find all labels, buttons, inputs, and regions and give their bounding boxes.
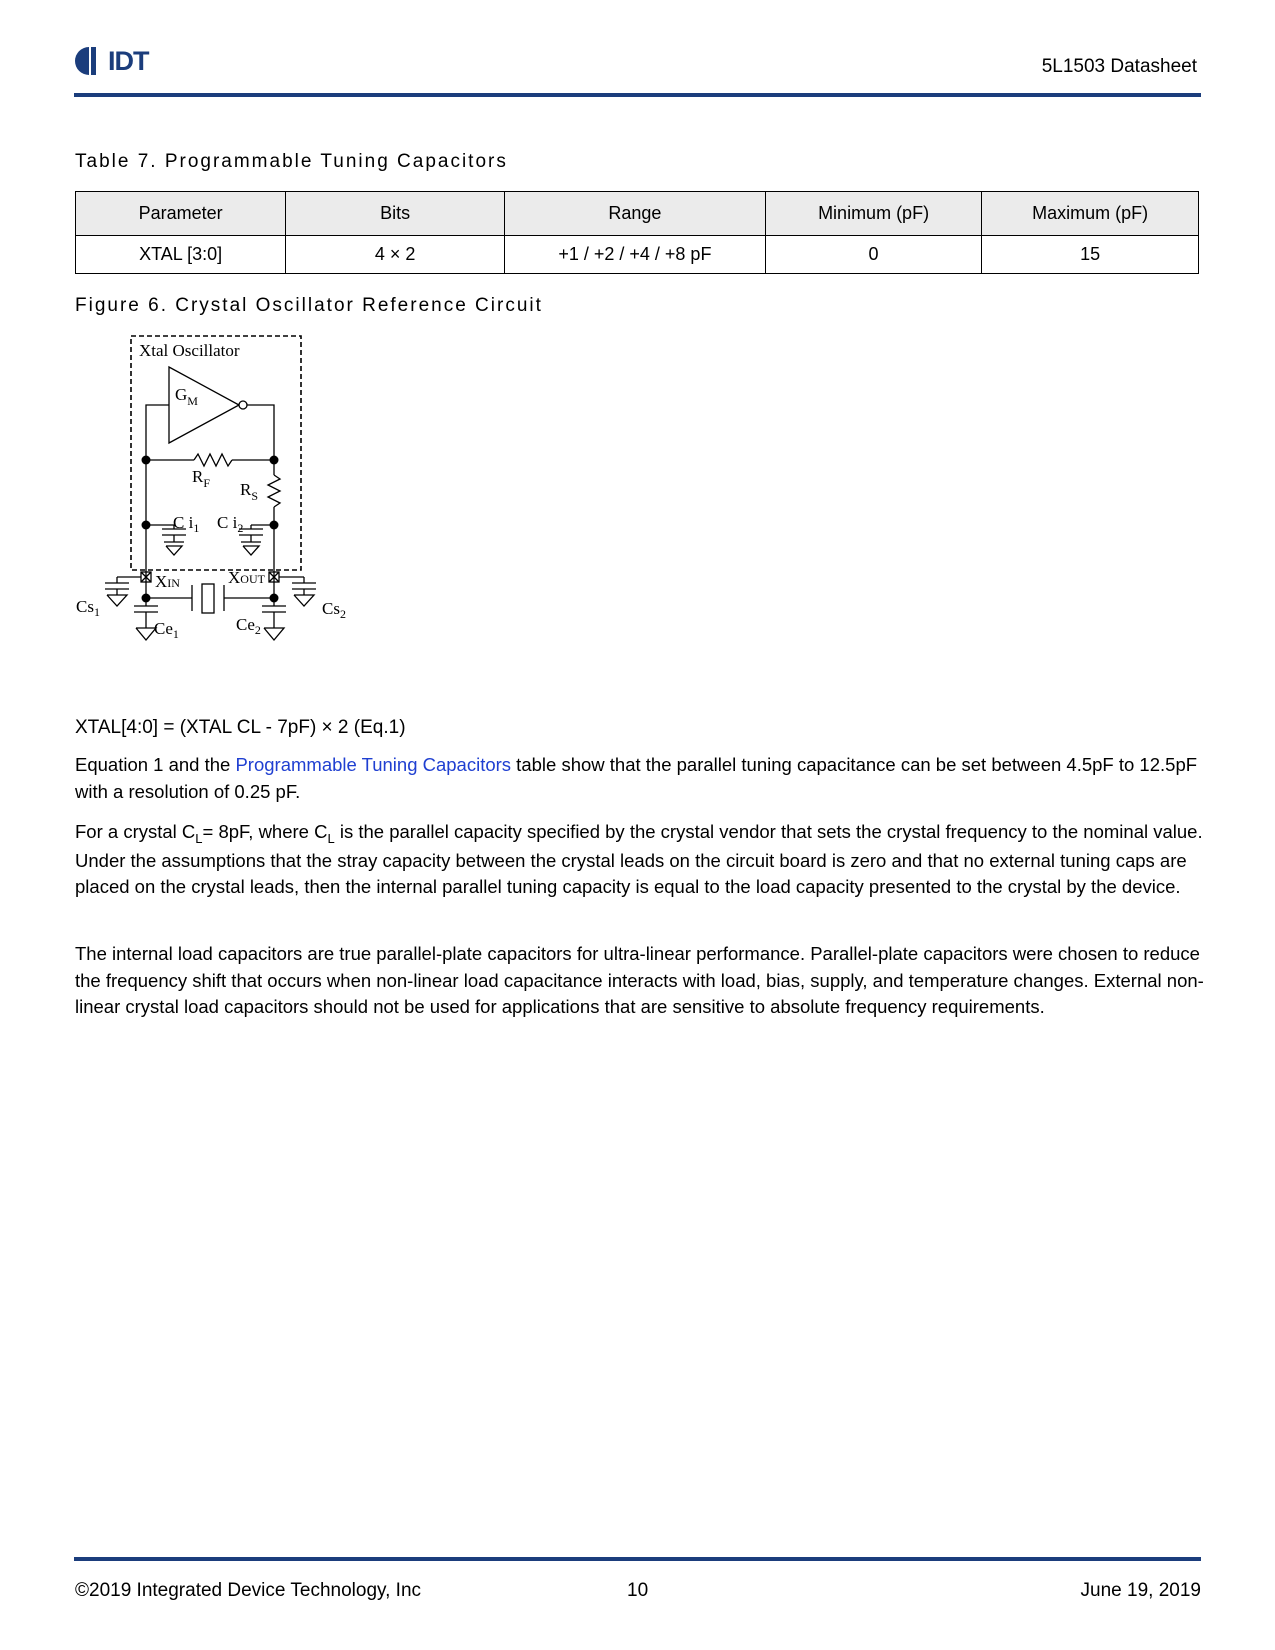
rs-label: $R_S$ xyxy=(240,480,259,503)
table-cell: +1 / +2 / +4 / +8 pF xyxy=(505,236,766,274)
ground-icon xyxy=(243,546,259,555)
table-caption: Table 7. Programmable Tuning Capacitors xyxy=(75,151,508,172)
idt-logo-icon xyxy=(74,46,104,76)
column-header: Minimum (pF) xyxy=(765,192,982,236)
figure-caption: Figure 6. Crystal Oscillator Reference Circuit xyxy=(75,295,543,316)
gm-amplifier-icon xyxy=(169,367,239,443)
table-cell: 4 × 2 xyxy=(286,236,505,274)
table-cell: XTAL [3:0] xyxy=(76,236,286,274)
footer-date: June 19, 2019 xyxy=(1080,1580,1201,1601)
ground-icon xyxy=(136,628,156,640)
table-cell: 0 xyxy=(765,236,982,274)
ce2-label: $Ce_2$ xyxy=(236,615,261,637)
footer-copyright: ©2019 Integrated Device Technology, Inc xyxy=(75,1580,422,1601)
table-cell: 15 xyxy=(982,236,1199,274)
tuning-capacitors-table xyxy=(75,191,1199,274)
column-header: Parameter xyxy=(76,192,286,236)
ce1-label: $Ce_1$ xyxy=(154,619,179,641)
ci1-label: C $i_1$ xyxy=(173,513,200,535)
idt-logo xyxy=(74,46,149,76)
oscillator-block-label: Xtal Oscillator xyxy=(139,341,240,360)
logo-text: IDT xyxy=(108,45,149,76)
crystal-oscillator-circuit xyxy=(74,335,374,675)
equation-1: XTAL[4:0] = (XTAL CL - 7pF) × 2 (Eq.1) xyxy=(75,717,406,738)
ci2-label: C $i_2$ xyxy=(217,513,244,535)
paragraph-load-capacitors: The internal load capacitors are true parallel-plate capacitors for ultra-linear performance. Parallel-plate capacitors were chosen to reduce the frequency shift that occurs when non-linear load capacitance interacts with load, bias, supply, and temperature changes. External non-linear crystal load capacitors should not be used for applications that are sensitive to absolute frequency requirements. xyxy=(75,943,1204,1017)
oscillator-boundary xyxy=(131,336,301,570)
ground-icon xyxy=(166,546,182,555)
column-header: Range xyxy=(505,192,766,236)
table-row xyxy=(76,236,1199,274)
crystal-icon xyxy=(202,584,214,613)
column-header: Maximum (pF) xyxy=(982,192,1199,236)
rf-resistor-icon xyxy=(194,454,232,466)
footer-rule xyxy=(74,1557,1201,1561)
rf-label: $R_F$ xyxy=(192,467,211,490)
cs2-label: $Cs_2$ xyxy=(322,599,346,621)
header-rule xyxy=(74,93,1201,97)
doc-title: 5L1503 Datasheet xyxy=(1041,56,1197,77)
xin-label: XIN xyxy=(155,572,180,591)
xout-label: XOUT xyxy=(228,568,265,587)
paragraph-crystal-load: For a crystal $C_L= 8pF$, where $C_L$ is the parallel capacity specified by the crystal vendor that sets the crystal frequency to the nominal value. Under the assumptions that the stray capacity between the crystal leads on the circuit board is zero and that no external tuning caps are placed on the crystal leads, then the internal parallel tuning capacity is equal to the load capacity presented to the crystal by the device. xyxy=(75,821,1203,897)
tuning-capacitors-link[interactable]: Programmable Tuning Capacitors xyxy=(235,754,512,775)
inverter-bubble-icon xyxy=(239,401,247,409)
footer-page-number: 10 xyxy=(627,1580,649,1601)
table-header-row xyxy=(76,192,1199,236)
ground-icon xyxy=(264,628,284,640)
paragraph-tuning-range: Equation 1 and the Programmable Tuning Capacitors table show that the parallel tuning capacitance can be set between 4.5pF to 12.5pF with a resolution of 0.25 pF. xyxy=(75,754,1198,802)
rs-resistor-icon xyxy=(268,475,280,507)
column-header: Bits xyxy=(286,192,505,236)
ground-icon xyxy=(294,595,314,606)
cs1-label: $Cs_1$ xyxy=(76,597,100,619)
gm-label: $G_M$ xyxy=(175,385,198,408)
ground-icon xyxy=(107,595,127,606)
